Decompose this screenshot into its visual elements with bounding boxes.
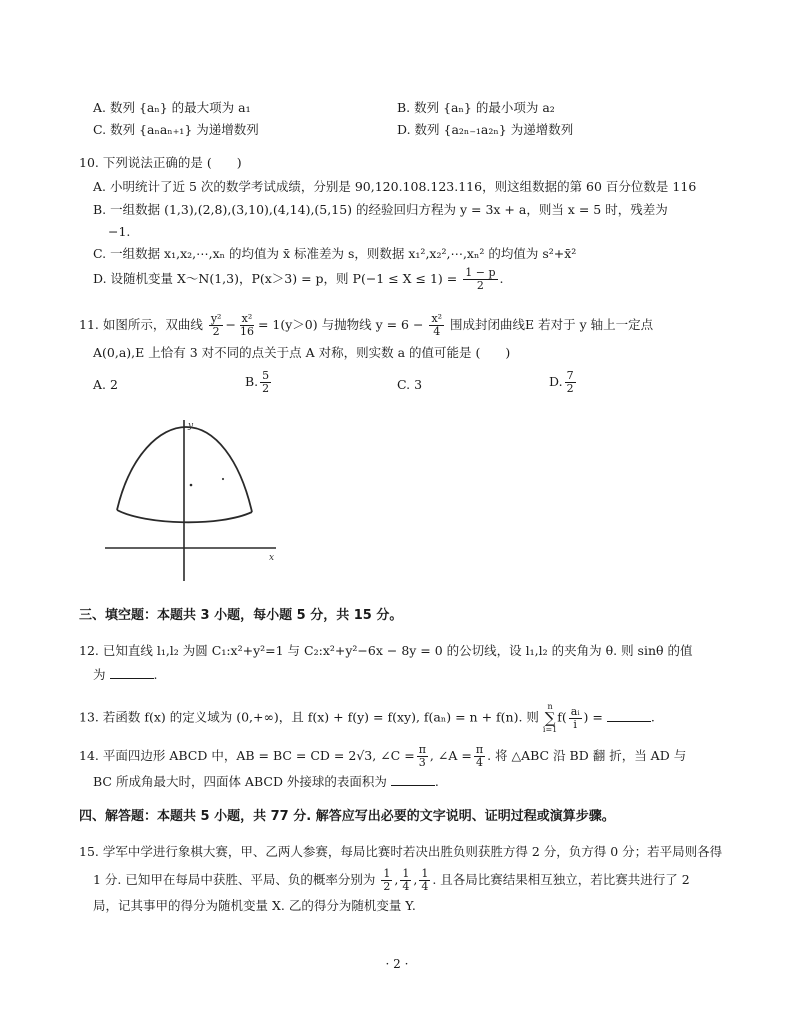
q10-option-d: D. 设随机变量 X～N(1,3)，P(x＞3) = p，则 P(−1 ≤ X ≤ 1) = $\frac{1 - p}{2}$ . (93, 266, 504, 292)
q9-option-c: C. 数列 {aₙaₙ₊₁} 为递增数列 (93, 122, 259, 137)
q14-answer-blank (391, 773, 435, 786)
q15-line2: 1 分. 已知甲在每局中获胜、平局、负的概率分别为 $\frac{1}{2}$ , $\frac{1}{4}$ , $\frac{1}{4}$ . 且各局比赛结果相互独立，若比赛共进行了 2 (93, 867, 690, 893)
q11-option-c: C. 3 (397, 377, 423, 392)
q14-line2: BC 所成角最大时，四面体 ABCD 外接球的表面积为 . (93, 774, 439, 789)
q12-line2: 为 . (93, 667, 158, 682)
mark-dot (222, 478, 224, 480)
q9-option-a: A. 数列 {aₙ} 的最大项为 a₁ (93, 100, 251, 115)
q13-line: 13. 若函数 f(x) 的定义域为 (0,+∞)，且 f(x) + f(y) = f(xy), f(aₙ) = n + f(n). 则 n ∑ i=1 f( $\frac{\text{aᵢ}}{i}$ ) = . (79, 702, 655, 734)
closed-curve-figure (100, 415, 285, 585)
q15-line1: 15. 学军中学进行象棋大赛，甲、乙两人参赛，每局比赛时若决出胜负则获胜方得 2 分，负方得 0 分；若平局则各得 (79, 844, 723, 859)
q12-line1: 12. 已知直线 l₁,l₂ 为圆 C₁:x²+y²=1 与 C₂:x²+y²−6x − 8y = 0 的公切线，设 l₁,l₂ 的夹角为 θ. 则 sinθ 的值 (79, 643, 693, 658)
q13-answer-blank (607, 709, 651, 722)
q10-option-a: A. 小明统计了近 5 次的数学考试成绩，分别是 90,120.108.123.116，则这组数据的第 60 百分位数是 116 (93, 179, 697, 194)
point-a (190, 484, 193, 487)
section-3-heading: 三、填空题：本题共 3 小题，每小题 5 分，共 15 分。 (79, 608, 403, 623)
q9-option-b: B. 数列 {aₙ} 的最小项为 a₂ (397, 100, 555, 115)
q10-option-b-line1: B. 一组数据 (1,3),(2,8),(3,10),(4,14),(5,15) 的经验回归方程为 y = 3x + a，则当 x = 5 时，残差为 (93, 202, 668, 217)
page-number: · 2 · (385, 957, 409, 971)
q11-option-d: D. $\frac{7}{2}$ (549, 369, 574, 395)
q11-option-b: B. $\frac{5}{2}$ (245, 369, 270, 395)
x-axis-label: x (269, 553, 275, 563)
q15-line3: 局，记其事甲的得分为随机变量 X. 乙的得分为随机变量 Y. (93, 898, 416, 913)
q10-option-c: C. 一组数据 x₁,x₂,⋯,xₙ 的均值为 x̄ 标准差为 s，则数据 x₁²,x₂²,⋯,xₙ² 的均值为 s²+x̄² (93, 246, 577, 261)
y-axis-label: y (188, 421, 194, 431)
q14-line1: 14. 平面四边形 ABCD 中，AB = BC = CD = 2√3, ∠C = $\frac{\pi}{3}$ , ∠A = $\frac{\pi}{4}$ . 将 △ABC 沿 BD 翻 折，当 AD 与 (79, 743, 687, 769)
q9-option-d: D. 数列 {a₂ₙ₋₁a₂ₙ} 为递增数列 (397, 122, 574, 137)
q13-summation: n ∑ i=1 (542, 702, 558, 734)
q12-answer-blank (110, 666, 154, 679)
q11-frac-x2-4: $\frac{\text{x²}}{4}$ (431, 312, 443, 338)
q11-stem-line1: 11. 如图所示，双曲线 $\frac{\text{y²}}{2}$ − $\frac{\text{x²}}{16}$ = 1(y＞0) 与抛物线 y = 6 − $\frac{\text{x²}}{4}$ 围成封闭曲线E 若对于 y 轴上一定点 (79, 312, 654, 338)
q10-d-fraction: $\frac{1 - p}{2}$ (465, 266, 496, 292)
section-4-heading: 四、解答题：本题共 5 小题，共 77 分. 解答应写出必要的文字说明、证明过程或演算步骤。 (79, 809, 615, 824)
q11-option-a: A. 2 (93, 377, 118, 392)
q10-stem: 10. 下列说法正确的是 ( ) (79, 155, 242, 170)
q11-stem-line2: A(0,a),E 上恰有 3 对不同的点关于点 A 对称，则实数 a 的值可能是 ( ) (93, 345, 511, 360)
q11-frac-y2: $\frac{\text{y²}}{2}$ (210, 312, 222, 338)
q10-option-b-line2: −1. (108, 224, 131, 239)
q11-frac-x2-16: $\frac{\text{x²}}{16}$ (239, 312, 254, 338)
